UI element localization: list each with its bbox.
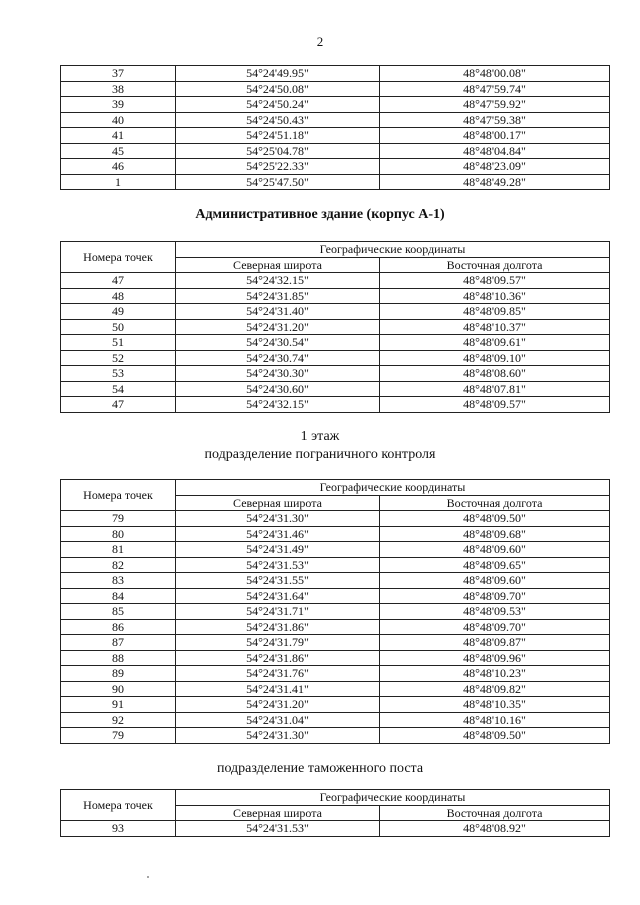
point-number-cell: 82 — [61, 557, 176, 573]
table-row — [61, 366, 610, 382]
point-number-cell: 40 — [61, 112, 176, 128]
longitude-cell: 48°48'09.82" — [380, 681, 610, 697]
table-row — [61, 143, 610, 159]
longitude-cell: 48°47'59.38" — [380, 112, 610, 128]
point-number-cell: 45 — [61, 143, 176, 159]
section-title-customs-post: подразделение таможенного поста — [216, 761, 424, 776]
longitude-cell: 48°48'09.53" — [380, 604, 610, 620]
longitude-cell: 48°48'23.09" — [380, 159, 610, 175]
table-row — [61, 573, 610, 589]
table-row — [61, 397, 610, 413]
latitude-cell: 54°24'31.04" — [176, 712, 380, 728]
table-row — [61, 650, 610, 666]
table-row — [61, 619, 610, 635]
point-number-cell: 84 — [61, 588, 176, 604]
latitude-cell: 54°25'22.33" — [176, 159, 380, 175]
longitude-cell: 48°48'09.60" — [380, 573, 610, 589]
latitude-cell: 54°24'31.30" — [176, 728, 380, 744]
longitude-cell: 48°48'08.60" — [380, 366, 610, 382]
table-row — [61, 728, 610, 744]
coordinates-table-admin-building — [60, 241, 610, 413]
header-geo-coords: Географические координаты — [176, 480, 610, 496]
latitude-cell: 54°24'31.64" — [176, 588, 380, 604]
table-row — [61, 542, 610, 558]
latitude-cell: 54°24'30.60" — [176, 381, 380, 397]
point-number-cell: 92 — [61, 712, 176, 728]
point-number-cell: 49 — [61, 304, 176, 320]
latitude-cell: 54°24'31.40" — [176, 304, 380, 320]
latitude-cell: 54°24'31.20" — [176, 319, 380, 335]
table-row — [61, 335, 610, 351]
latitude-cell: 54°24'31.86" — [176, 619, 380, 635]
latitude-cell: 54°24'31.41" — [176, 681, 380, 697]
floor-label: 1 этаж — [300, 429, 340, 444]
table-body — [61, 273, 610, 413]
section-title-border-control: подразделение пограничного контроля — [204, 447, 436, 462]
point-number-cell: 90 — [61, 681, 176, 697]
point-number-cell: 48 — [61, 288, 176, 304]
latitude-cell: 54°24'31.30" — [176, 511, 380, 527]
table-row — [61, 712, 610, 728]
table-row — [61, 66, 610, 82]
table-body — [61, 511, 610, 744]
table-row — [61, 350, 610, 366]
header-point-number: Номера точек — [61, 242, 176, 273]
point-number-cell: 47 — [61, 273, 176, 289]
latitude-cell: 54°24'31.76" — [176, 666, 380, 682]
longitude-cell: 48°48'10.37" — [380, 319, 610, 335]
latitude-cell: 54°24'50.43" — [176, 112, 380, 128]
longitude-cell: 48°48'10.35" — [380, 697, 610, 713]
latitude-cell: 54°24'31.79" — [176, 635, 380, 651]
point-number-cell: 93 — [61, 821, 176, 837]
latitude-cell: 54°24'50.24" — [176, 97, 380, 113]
longitude-cell: 48°48'09.50" — [380, 511, 610, 527]
table-row — [61, 159, 610, 175]
table-row — [61, 526, 610, 542]
latitude-cell: 54°24'31.86" — [176, 650, 380, 666]
latitude-cell: 54°24'49.95" — [176, 66, 380, 82]
longitude-cell: 48°48'09.60" — [380, 542, 610, 558]
longitude-cell: 48°48'09.68" — [380, 526, 610, 542]
point-number-cell: 87 — [61, 635, 176, 651]
coordinates-table-customs-post — [60, 789, 610, 837]
header-latitude: Северная широта — [176, 805, 380, 821]
longitude-cell: 48°48'09.57" — [380, 273, 610, 289]
longitude-cell: 48°47'59.92" — [380, 97, 610, 113]
header-longitude: Восточная долгота — [380, 495, 610, 511]
table-row — [61, 635, 610, 651]
table-row — [61, 112, 610, 128]
latitude-cell: 54°24'30.54" — [176, 335, 380, 351]
header-point-number: Номера точек — [61, 480, 176, 511]
point-number-cell: 88 — [61, 650, 176, 666]
latitude-cell: 54°24'31.46" — [176, 526, 380, 542]
latitude-cell: 54°24'50.08" — [176, 81, 380, 97]
latitude-cell: 54°24'32.15" — [176, 273, 380, 289]
longitude-cell: 48°48'10.16" — [380, 712, 610, 728]
point-number-cell: 47 — [61, 397, 176, 413]
point-number-cell: 39 — [61, 97, 176, 113]
table-row — [61, 304, 610, 320]
point-number-cell: 80 — [61, 526, 176, 542]
longitude-cell: 48°48'09.70" — [380, 588, 610, 604]
point-number-cell: 81 — [61, 542, 176, 558]
point-number-cell: 53 — [61, 366, 176, 382]
table-row — [61, 174, 610, 190]
point-number-cell: 38 — [61, 81, 176, 97]
table-row — [61, 288, 610, 304]
latitude-cell: 54°24'32.15" — [176, 397, 380, 413]
latitude-cell: 54°24'31.49" — [176, 542, 380, 558]
table-row — [61, 557, 610, 573]
table-row — [61, 681, 610, 697]
point-number-cell: 89 — [61, 666, 176, 682]
point-number-cell: 83 — [61, 573, 176, 589]
table-body — [61, 66, 610, 190]
latitude-cell: 54°25'47.50" — [176, 174, 380, 190]
header-latitude: Северная широта — [176, 495, 380, 511]
longitude-cell: 48°48'09.85" — [380, 304, 610, 320]
table-row — [61, 128, 610, 144]
longitude-cell: 48°48'09.96" — [380, 650, 610, 666]
page-number: 2 — [316, 34, 324, 49]
point-number-cell: 46 — [61, 159, 176, 175]
point-number-cell: 85 — [61, 604, 176, 620]
longitude-cell: 48°48'09.50" — [380, 728, 610, 744]
longitude-cell: 48°48'00.08" — [380, 66, 610, 82]
coordinates-table-border-control — [60, 479, 610, 744]
latitude-cell: 54°24'30.30" — [176, 366, 380, 382]
longitude-cell: 48°48'08.92" — [380, 821, 610, 837]
table-row — [61, 588, 610, 604]
header-geo-coords: Географические координаты — [176, 242, 610, 258]
point-number-cell: 50 — [61, 319, 176, 335]
header-geo-coords: Географические координаты — [176, 790, 610, 806]
header-longitude: Восточная долгота — [380, 805, 610, 821]
table-body — [61, 821, 610, 837]
latitude-cell: 54°25'04.78" — [176, 143, 380, 159]
longitude-cell: 48°48'49.28" — [380, 174, 610, 190]
latitude-cell: 54°24'51.18" — [176, 128, 380, 144]
longitude-cell: 48°48'00.17" — [380, 128, 610, 144]
point-number-cell: 41 — [61, 128, 176, 144]
longitude-cell: 48°48'09.65" — [380, 557, 610, 573]
table-row — [61, 319, 610, 335]
table-row — [61, 97, 610, 113]
table-row — [61, 511, 610, 527]
table-row — [61, 81, 610, 97]
point-number-cell: 51 — [61, 335, 176, 351]
point-number-cell: 79 — [61, 728, 176, 744]
longitude-cell: 48°48'09.70" — [380, 619, 610, 635]
point-number-cell: 86 — [61, 619, 176, 635]
point-number-cell: 37 — [61, 66, 176, 82]
longitude-cell: 48°47'59.74" — [380, 81, 610, 97]
point-number-cell: 91 — [61, 697, 176, 713]
latitude-cell: 54°24'30.74" — [176, 350, 380, 366]
longitude-cell: 48°48'10.36" — [380, 288, 610, 304]
table-row — [61, 697, 610, 713]
longitude-cell: 48°48'09.10" — [380, 350, 610, 366]
latitude-cell: 54°24'31.53" — [176, 557, 380, 573]
point-number-cell: 79 — [61, 511, 176, 527]
scan-speck — [147, 876, 149, 878]
latitude-cell: 54°24'31.85" — [176, 288, 380, 304]
longitude-cell: 48°48'10.23" — [380, 666, 610, 682]
table-row — [61, 381, 610, 397]
table-row — [61, 821, 610, 837]
header-longitude: Восточная долгота — [380, 257, 610, 273]
coordinates-table-continued — [60, 65, 610, 190]
point-number-cell: 54 — [61, 381, 176, 397]
latitude-cell: 54°24'31.71" — [176, 604, 380, 620]
latitude-cell: 54°24'31.20" — [176, 697, 380, 713]
longitude-cell: 48°48'09.57" — [380, 397, 610, 413]
latitude-cell: 54°24'31.53" — [176, 821, 380, 837]
longitude-cell: 48°48'07.81" — [380, 381, 610, 397]
section-title-admin-building: Административное здание (корпус А-1) — [195, 207, 445, 222]
point-number-cell: 52 — [61, 350, 176, 366]
header-point-number: Номера точек — [61, 790, 176, 821]
table-row — [61, 604, 610, 620]
longitude-cell: 48°48'04.84" — [380, 143, 610, 159]
table-row — [61, 666, 610, 682]
header-latitude: Северная широта — [176, 257, 380, 273]
longitude-cell: 48°48'09.87" — [380, 635, 610, 651]
point-number-cell: 1 — [61, 174, 176, 190]
table-row — [61, 273, 610, 289]
latitude-cell: 54°24'31.55" — [176, 573, 380, 589]
longitude-cell: 48°48'09.61" — [380, 335, 610, 351]
